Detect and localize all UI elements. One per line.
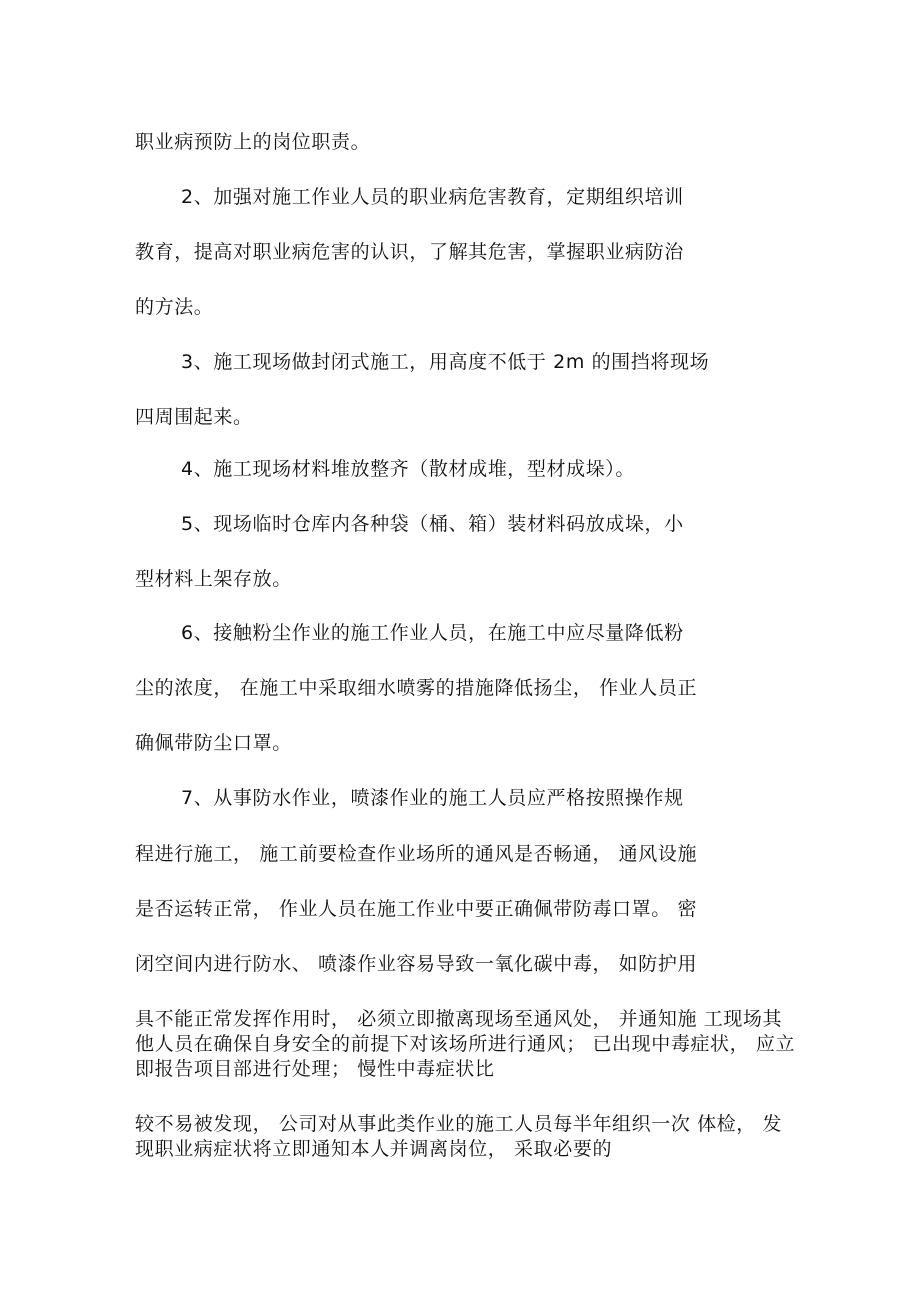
item-3-line-1: 3、施工现场做封闭式施工，用高度不低于 2m 的围挡将现场 [181, 351, 710, 373]
item-7-line-5: 具不能正常发挥作用时， 必须立即撤离现场至通风处， 并通知施 工现场其 [135, 1008, 783, 1030]
item-6-line-2: 尘的浓度， 在施工中采取细水喷雾的措施降低扬尘， 作业人员正 [135, 677, 698, 699]
item-7-line-4: 闭空间内进行防水、 喷漆作业容易导致一氧化碳中毒， 如防护用 [135, 953, 698, 975]
item-7-line-7: 即报告项目部进行处理； 慢性中毒症状比 [135, 1058, 495, 1080]
item-6-line-3: 确佩带防尘口罩。 [135, 732, 292, 754]
item-7-line-2: 程进行施工， 施工前要检查作业场所的通风是否畅通， 通风设施 [135, 843, 698, 865]
item-5-line-1: 5、现场临时仓库内各种袋（桶、箱）装材料码放成垛，小 [181, 513, 684, 535]
item-6-line-1: 6、接触粉尘作业的施工作业人员，在施工中应尽量降低粉 [181, 622, 684, 644]
item-7-line-6: 他人员在确保自身安全的前提下对该场所进行通风； 已出现中毒症状， 应立 [135, 1033, 796, 1055]
item-3-line-2: 四周围起来。 [135, 406, 253, 428]
item-7-line-1: 7、从事防水作业，喷漆作业的施工人员应严格按照操作规 [181, 787, 684, 809]
item-2-line-2: 教育，提高对职业病危害的认识，了解其危害，掌握职业病防治 [135, 241, 684, 263]
item-4-line-1: 4、施工现场材料堆放整齐（散材成堆，型材成垛）。 [181, 458, 635, 480]
item-7-line-8: 较不易被发现， 公司对从事此类作业的施工人员每半年组织一次 体检， 发 [135, 1113, 783, 1135]
item-5-line-2: 型材料上架存放。 [135, 568, 292, 590]
text-line-1: 职业病预防上的岗位职责。 [135, 131, 371, 153]
item-2-line-3: 的方法。 [135, 296, 214, 318]
item-2-line-1: 2、加强对施工作业人员的职业病危害教育，定期组织培训 [181, 186, 684, 208]
item-7-line-9: 现职业病症状将立即通知本人并调离岗位， 采取必要的 [135, 1138, 613, 1160]
item-7-line-3: 是否运转正常， 作业人员在施工作业中要正确佩带防毒口罩。 密 [135, 898, 698, 920]
